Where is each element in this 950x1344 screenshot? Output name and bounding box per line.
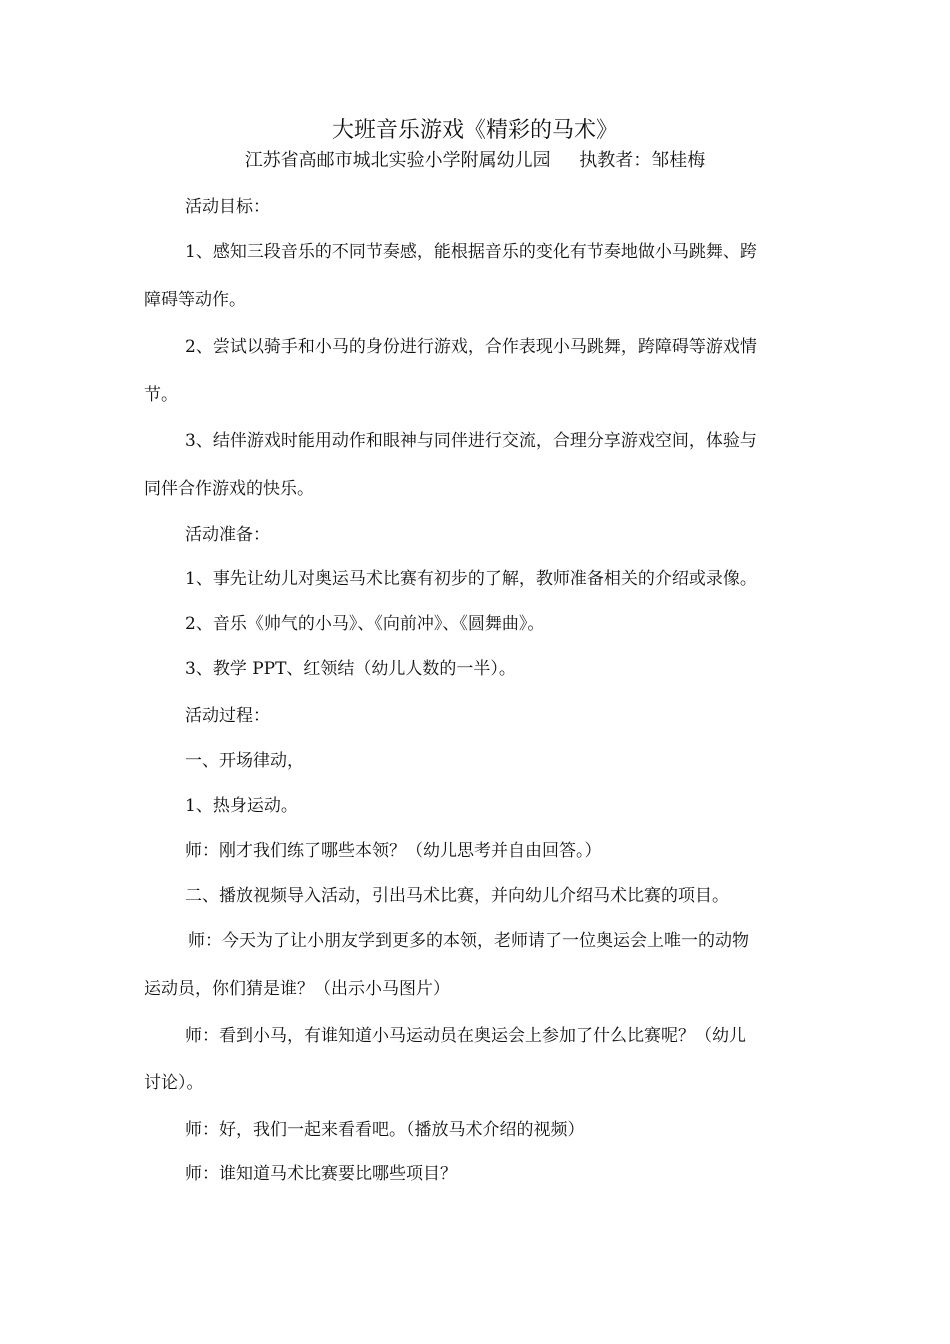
paragraph-line: 同伴合作游戏的快乐。 (144, 479, 314, 499)
paragraph-line: 1、感知三段音乐的不同节奏感，能根据音乐的变化有节奏地做小马跳舞、跨 (185, 242, 757, 262)
paragraph-line: 1、热身运动。 (185, 796, 298, 816)
paragraph-line: 节。 (144, 385, 178, 405)
paragraph-line: 师：谁知道马术比赛要比哪些项目？ (185, 1164, 457, 1184)
paragraph-line: 3、结伴游戏时能用动作和眼神与同伴进行交流，合理分享游戏空间，体验与 (185, 431, 757, 451)
section-heading-goals: 活动目标： (185, 197, 270, 217)
paragraph-line: 3、教学 PPT、红领结（幼儿人数的一半）。 (185, 659, 516, 679)
section-heading-preparation: 活动准备： (185, 525, 270, 545)
paragraph-line: 1、事先让幼儿对奥运马术比赛有初步的了解，教师准备相关的介绍或录像。 (185, 569, 757, 589)
paragraph-line: 师：今天为了让小朋友学到更多的本领，老师请了一位奥运会上唯一的动物 (188, 931, 749, 951)
paragraph-line: 2、音乐《帅气的小马》、《向前冲》、《圆舞曲》。 (185, 614, 545, 634)
paragraph-line: 2、尝试以骑手和小马的身份进行游戏，合作表现小马跳舞，跨障碍等游戏情 (185, 337, 757, 357)
section-heading-process: 活动过程： (185, 706, 270, 726)
paragraph-line: 运动员，你们猜是谁？（出示小马图片） (144, 979, 450, 999)
paragraph-line: 师：看到小马，有谁知道小马运动员在奥运会上参加了什么比赛呢？（幼儿 (185, 1026, 746, 1046)
paragraph-line: 讨论）。 (144, 1073, 204, 1093)
paragraph-line: 一、开场律动， (185, 751, 304, 771)
paragraph-line: 障碍等动作。 (144, 290, 246, 310)
document-title: 大班音乐游戏《精彩的马术》 (331, 118, 618, 143)
document-subtitle: 江苏省高邮市城北实验小学附属幼儿园 执教者：邹桂梅 (244, 150, 706, 171)
paragraph-line: 二、播放视频导入活动，引出马术比赛，并向幼儿介绍马术比赛的项目。 (185, 886, 729, 906)
paragraph-line: 师：好，我们一起来看看吧。（播放马术介绍的视频） (185, 1120, 585, 1140)
paragraph-line: 师：刚才我们练了哪些本领？（幼儿思考并自由回答。） (185, 841, 602, 861)
